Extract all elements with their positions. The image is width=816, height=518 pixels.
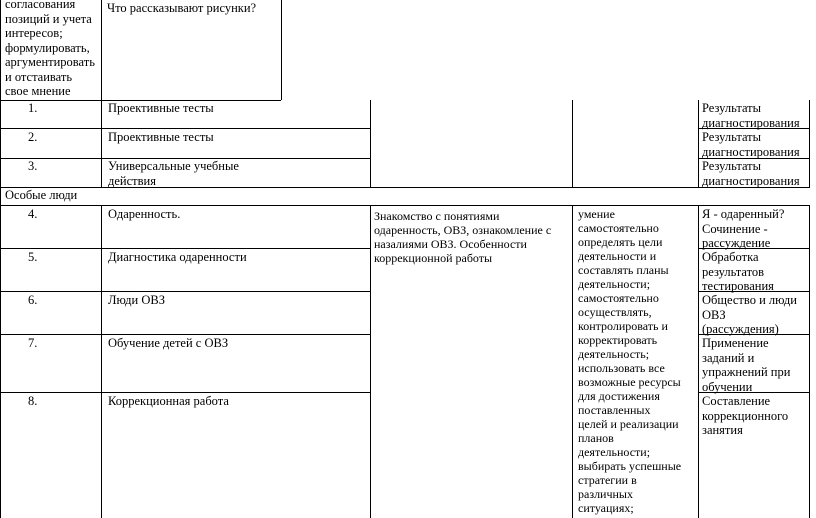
row-divider [0,334,370,335]
lesson-topic: Одаренность. [108,207,181,221]
row-divider [0,392,370,393]
result-cell: Результаты диагностирования [702,130,800,159]
column-divider [101,0,102,187]
lesson-topic: Люди ОВЗ [108,293,165,307]
row-number: 4. [28,207,38,221]
row-number: 6. [28,293,38,307]
column-divider [0,0,1,518]
column-divider [809,100,810,187]
lesson-topic: Обучение детей с ОВЗ [108,336,229,350]
row-divider [0,128,370,129]
column-divider [101,205,102,518]
row-number: 7. [28,336,38,350]
result-cell: Применение заданий и упражнений при обучении [702,336,791,394]
row-number: 1. [28,101,38,115]
lesson-topic: Проективные тесты [108,130,214,144]
column-divider [572,100,573,187]
lesson-topic: Диагностика одаренности [108,250,247,264]
row-divider [0,205,810,206]
column-divider [809,205,810,518]
question-cell: Что рассказывают рисунки? [107,1,257,15]
row-number: 8. [28,394,38,408]
column-divider [698,205,699,518]
result-cell: Составление коррекционного занятия [702,394,789,437]
skills-description: умение самостоятельно определять цели деятельности и составлять планы деятельности; самостоятельно осуществлять, контролировать и корректировать деятельность; использовать все возможные ресурсы для достижения поставленных целей и реализации планов деятельности; выбирать успешные стратегии в различных ситуациях; [578,207,682,515]
result-cell: Общество и люди ОВЗ (рассуждения) [702,293,797,336]
result-cell: Я - одаренный? Сочинение - рассуждение [702,207,785,250]
lesson-topic: Коррекционная работа [108,394,229,408]
column-divider [281,0,282,100]
row-number: 5. [28,250,38,264]
column-divider [698,100,699,187]
column-divider [370,100,371,187]
lesson-topic: Проективные тесты [108,101,214,115]
column-divider [572,205,573,518]
result-cell: Результаты диагностирования [702,101,800,130]
row-divider [0,291,370,292]
section-header: Особые люди [5,188,78,202]
result-cell: Результаты диагностирования [702,159,800,188]
row-divider [0,248,370,249]
result-cell: Обработка результатов тестирования [702,250,774,293]
row-number: 3. [28,159,38,173]
content-description: Знакомство с понятиями одаренность, ОВЗ, ознакомление с назалиями ОВЗ. Особенности коррекционной работы [374,209,552,265]
column-divider [370,205,371,518]
competency-text: согласования позиций и учета интересов; формулировать, аргументировать и отстаивать свое мнение [5,0,95,98]
row-number: 2. [28,130,38,144]
lesson-topic: Универсальные учебные действия [108,159,239,188]
